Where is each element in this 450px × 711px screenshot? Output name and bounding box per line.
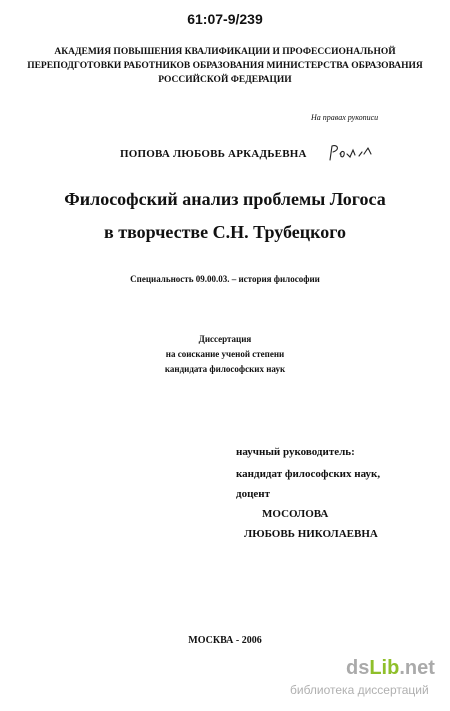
supervisor-rank: доцент	[236, 488, 271, 500]
dissertation-label: Диссертация	[198, 334, 252, 344]
manuscript-rights-note: На правах рукописи	[311, 113, 379, 122]
catalog-number: 61:07-9/239	[187, 11, 263, 27]
dissertation-purpose: на соискание ученой степени	[165, 349, 285, 359]
signature-icon	[326, 142, 376, 164]
dissertation-title-line-2: в творчестве С.Н. Трубецкого	[104, 222, 346, 242]
institution-line-1: АКАДЕМИЯ ПОВЫШЕНИЯ КВАЛИФИКАЦИИ И ПРОФЕССИОНАЛЬНОЙ	[54, 47, 396, 57]
supervisor-surname: МОСОЛОВА	[262, 508, 329, 520]
supervisor-name: ЛЮБОВЬ НИКОЛАЕВНА	[244, 528, 378, 540]
institution-line-3: РОССИЙСКОЙ ФЕДЕРАЦИИ	[158, 75, 292, 85]
watermark-subtitle: библиотека диссертаций	[290, 683, 429, 697]
specialty-line: Специальность 09.00.03. – история философии	[130, 274, 320, 284]
dissertation-degree: кандидата философских наук	[164, 364, 286, 374]
city-year: МОСКВА - 2006	[188, 635, 262, 646]
watermark-logo: dsLib.net	[346, 657, 435, 679]
supervisor-degree: кандидат философских наук,	[236, 468, 381, 480]
institution-line-2: ПЕРЕПОДГОТОВКИ РАБОТНИКОВ ОБРАЗОВАНИЯ МИНИСТЕРСТВА ОБРАЗОВАНИЯ	[27, 61, 423, 71]
supervisor-role: научный руководитель:	[236, 446, 355, 458]
dissertation-title-line-1: Философский анализ проблемы Логоса	[64, 189, 386, 209]
author-name: ПОПОВА ЛЮБОВЬ АРКАДЬЕВНА	[120, 148, 307, 160]
